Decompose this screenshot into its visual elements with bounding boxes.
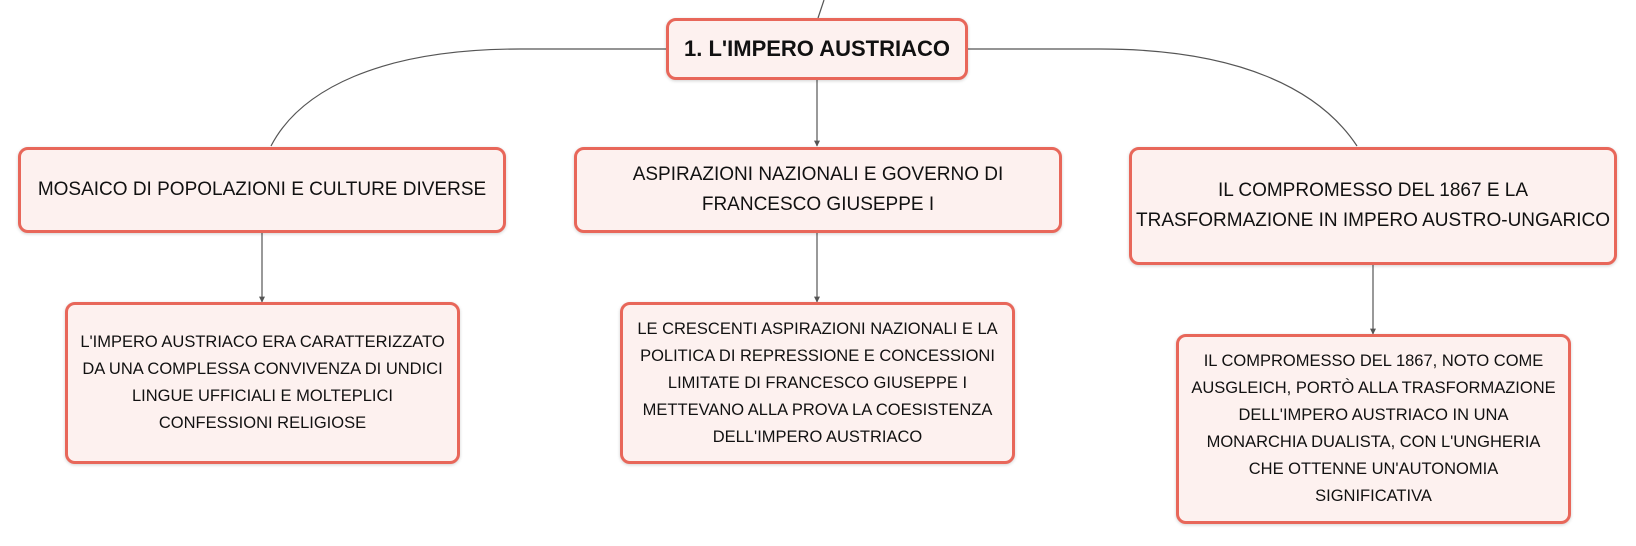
topic-node-1-label: MOSAICO DI POPOLAZIONI E CULTURE DIVERSE [37,179,487,200]
detail-node-1[interactable] [65,302,460,464]
connector-root-branch-1 [271,49,666,146]
topic-node-3-label: IL COMPROMESSO DEL 1867 E LA TRASFORMAZIONE IN IMPERO AUSTRO-UNGARICO [1136,180,1610,231]
detail-node-1-text: L'IMPERO AUSTRIACO ERA CARATTERIZZATO DA UNA COMPLESSA CONVIVENZA DI UNDICI LINGUE UFFICIALI E MOLTEPLICI CONFESSIONI RELIGIOSE [80,333,445,432]
detail-node-3-text: IL COMPROMESSO DEL 1867, NOTO COME AUSGLEICH, PORTÒ ALLA TRASFORMAZIONE DELL'IMPERO AUSTRIACO IN UNA MONARCHIA DUALISTA, CON L'UNGHERIA CHE OTTENNE UN'AUTONOMIA SIGNIFICATIVA [1191,352,1556,505]
topic-node-1[interactable] [18,147,506,233]
connector-root-branch-3 [968,49,1357,146]
root-node[interactable] [666,18,968,80]
detail-node-3[interactable] [1176,334,1571,524]
detail-node-2-text: LE CRESCENTI ASPIRAZIONI NAZIONALI E LA POLITICA DI REPRESSIONE E CONCESSIONI LIMITATE DI FRANCESCO GIUSEPPE I METTEVANO ALLA PROVA LA COESISTENZA DELL'IMPERO AUSTRIACO [637,319,998,446]
detail-node-2[interactable] [620,302,1015,464]
root-node-label: 1. L'IMPERO AUSTRIACO [684,36,950,61]
connector-incoming [818,0,824,18]
topic-node-3[interactable] [1129,147,1617,265]
topic-node-2-label: ASPIRAZIONI NAZIONALI E GOVERNO DI FRANCESCO GIUSEPPE I [632,164,1004,215]
topic-node-2[interactable] [574,147,1062,233]
